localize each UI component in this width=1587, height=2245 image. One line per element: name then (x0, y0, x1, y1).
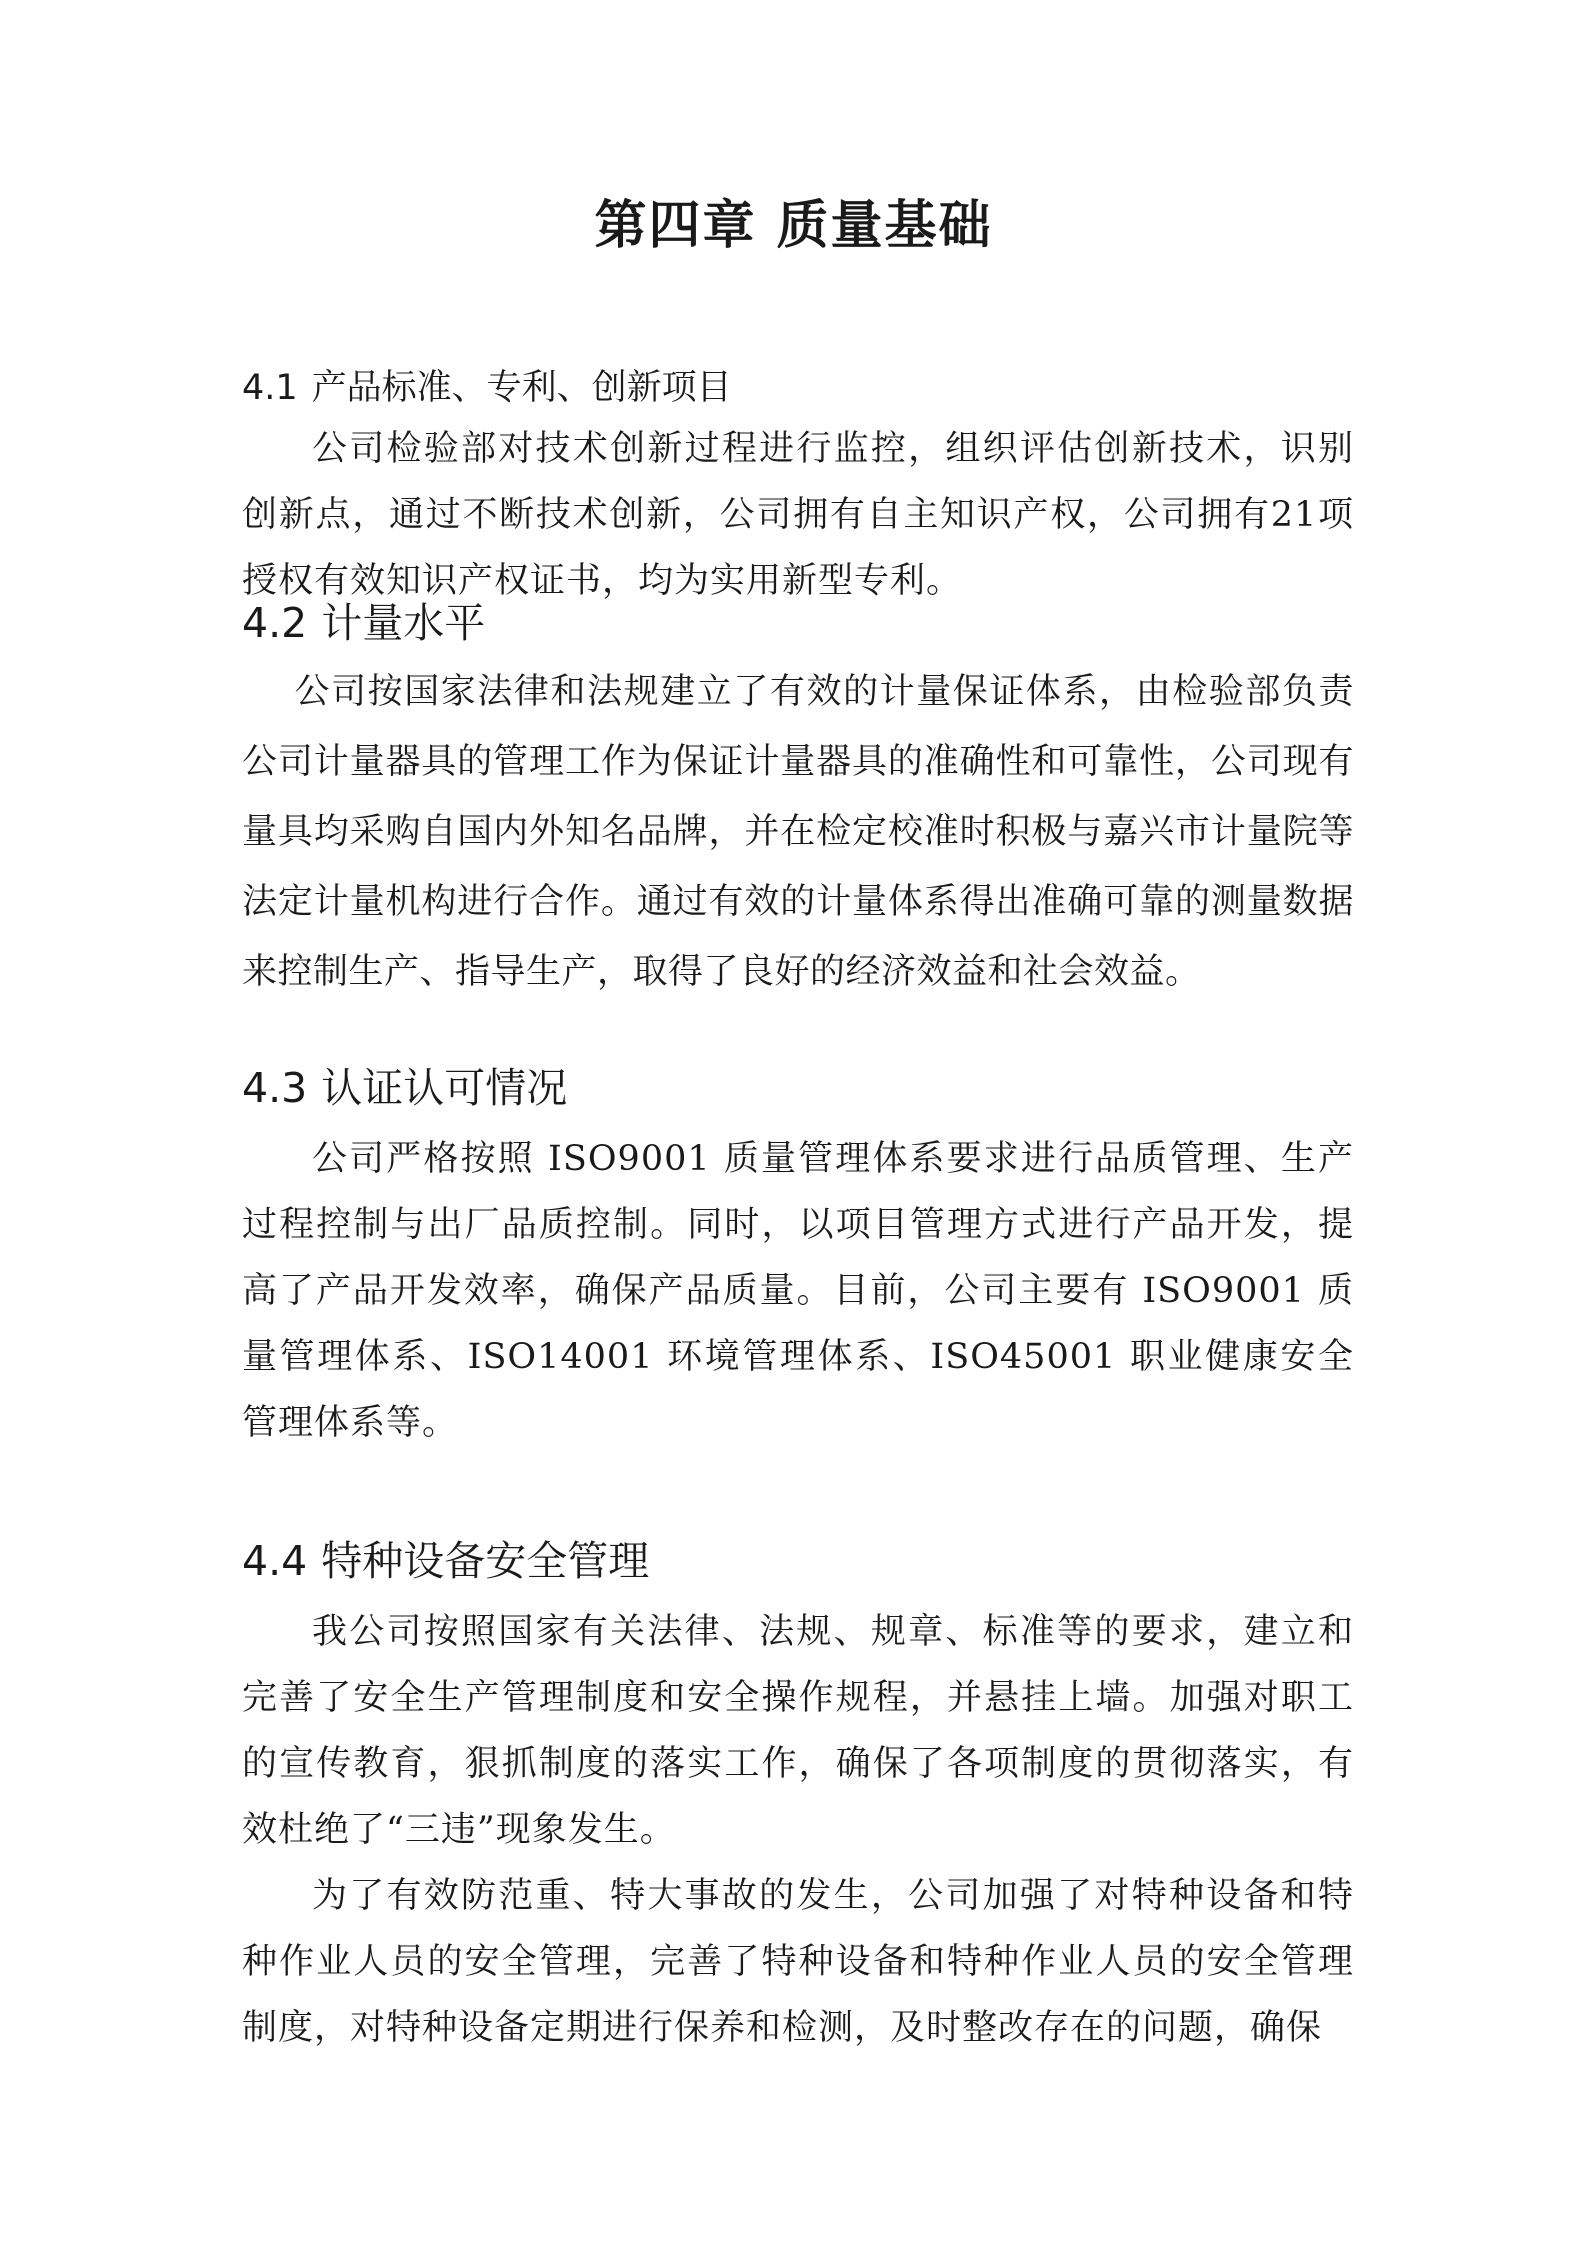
section-title: 认证认可情况 (321, 1064, 568, 1112)
section-number: 4.1 (242, 368, 298, 408)
section-heading (242, 589, 1354, 657)
paragraph: 公司检验部对技术创新过程进行监控，组织评估创新技术，识别创新点，通过不断技术创新，公司拥有自主知识产权，公司拥有21项授权有效知识产权证书，均为实用新型专利。 (242, 429, 1354, 601)
paragraph: 为了有效防范重、特大事故的发生，公司加强了对特种设备和特种作业人员的安全管理，完善了特种设备和特种作业人员的安全管理制度，对特种设备定期进行保养和检测，及时整改存在的问题，确保 (242, 1876, 1354, 2048)
section-title: 计量水平 (321, 599, 486, 647)
section-title: 特种设备安全管理 (321, 1537, 650, 1585)
section-heading (242, 1527, 1354, 1595)
section-4-4 (242, 1527, 1354, 2061)
paragraph: 公司按国家法律和法规建立了有效的计量保证体系，由检验部负责公司计量器具的管理工作为保证计量器具的准确性和可靠性，公司现有量具均采购自国内外知名品牌，并在检定校准时积极与嘉兴市计量院等法定计量机构进行合作。通过有效的计量体系得出准确可靠的测量数据来控制生产、指导生产，取得了良好的经济效益和社会效益。 (242, 672, 1354, 992)
section-4-3 (242, 1054, 1354, 1456)
section-number: 4.2 (242, 599, 308, 647)
chapter-title: 第四章 质量基础 (594, 196, 993, 256)
paragraph: 我公司按照国家有关法律、法规、规章、标准等的要求，建立和完善了安全生产管理制度和安全操作规程，并悬挂上墙。加强对职工的宣传教育，狠抓制度的落实工作，确保了各项制度的贯彻落实，有效杜绝了“三违”现象发生。 (242, 1612, 1354, 1850)
section-4-1 (242, 360, 1354, 614)
section-4-2 (242, 589, 1354, 1007)
section-heading (242, 360, 1354, 416)
section-title: 产品标准、专利、创新项目 (311, 368, 732, 408)
section-number: 4.3 (242, 1064, 308, 1112)
section-heading (242, 1054, 1354, 1122)
section-number: 4.4 (242, 1537, 308, 1585)
paragraph: 公司严格按照 ISO9001 质量管理体系要求进行品质管理、生产过程控制与出厂品质控制。同时，以项目管理方式进行产品开发，提高了产品开发效率，确保产品质量。目前，公司主要有 ISO9001 质量管理体系、ISO14001 环境管理体系、ISO45001 职业健康安全管理体系等。 (242, 1139, 1354, 1443)
